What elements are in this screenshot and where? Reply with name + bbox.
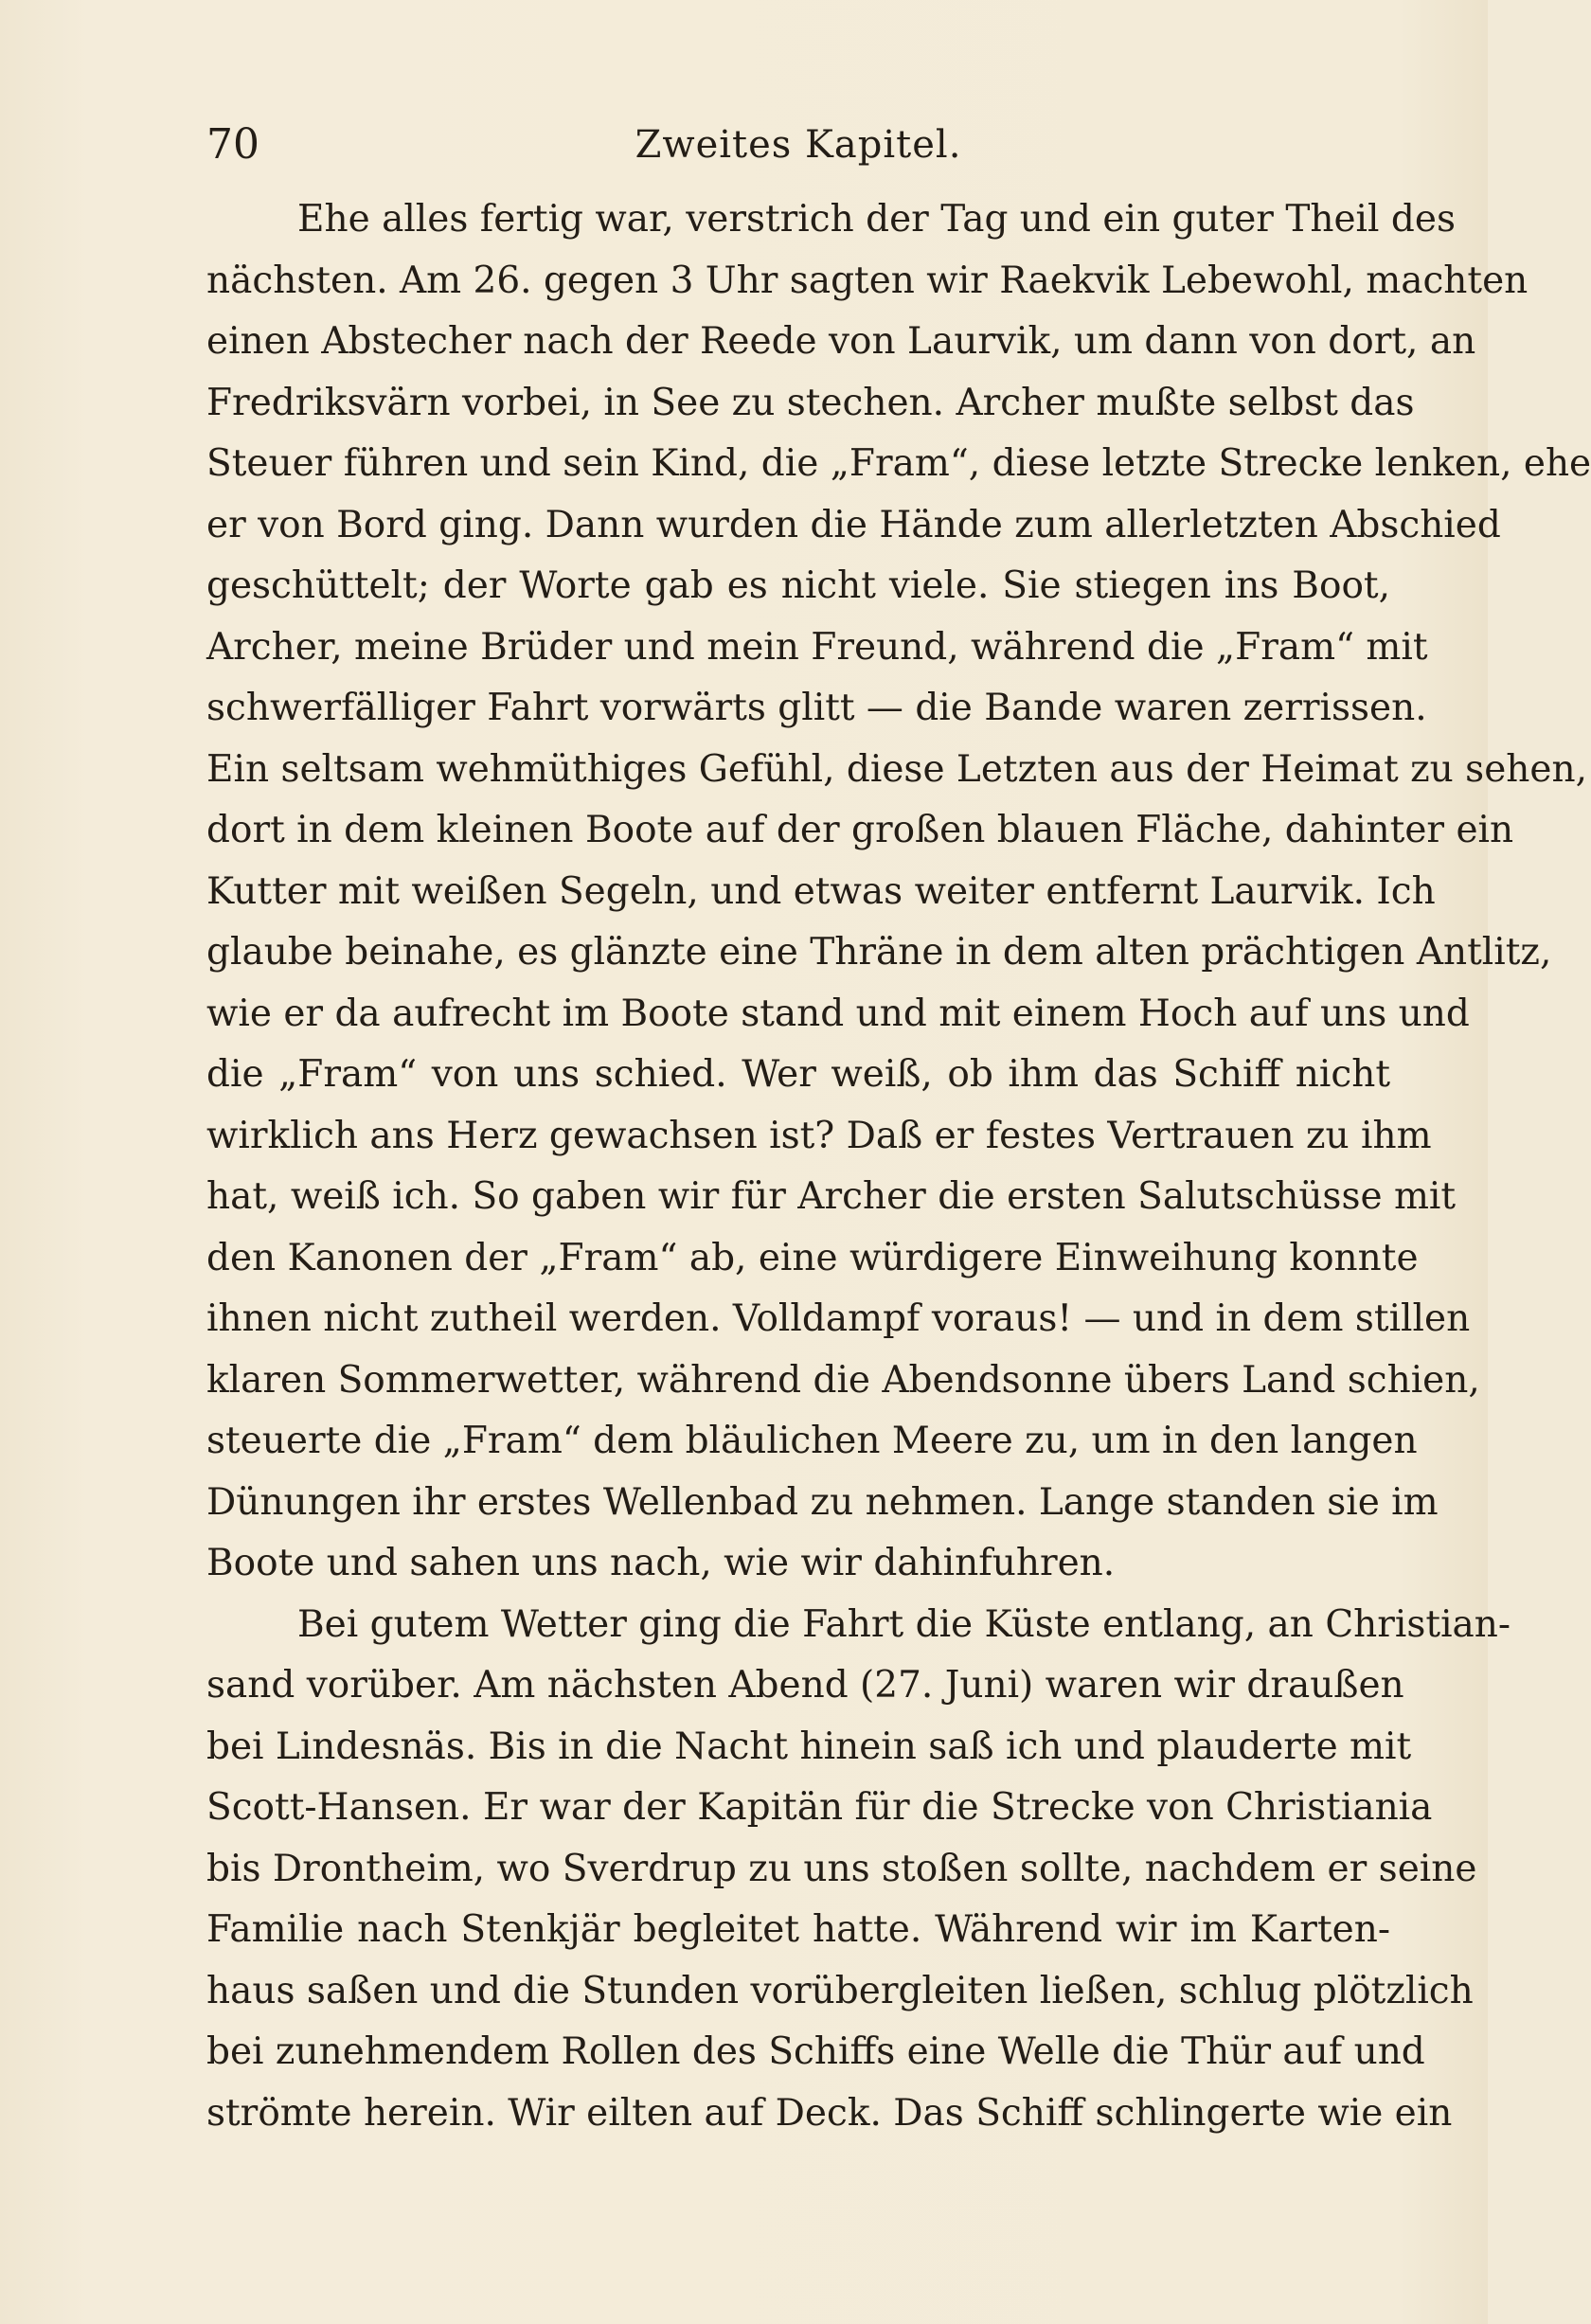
text-line: geschüttelt; der Worte gab es nicht viele. Sie stiegen ins Boot, bbox=[206, 564, 1390, 607]
text-line: Archer, meine Brüder und mein Freund, während die „Fram“ mit bbox=[206, 625, 1428, 669]
text-line: wie er da aufrecht im Boote stand und mit einem Hoch auf uns und bbox=[206, 992, 1470, 1035]
text-line: Bei gutem Wetter ging die Fahrt die Küste entlang, an Christian- bbox=[297, 1602, 1511, 1646]
text-line: Familie nach Stenkjär begleitet hatte. Während wir im Karten- bbox=[206, 1908, 1390, 1951]
text-line: strömte herein. Wir eilten auf Deck. Das Schiff schlingerte wie ein bbox=[206, 2091, 1453, 2135]
text-line: dort in dem kleinen Boote auf der großen blauen Fläche, dahinter ein bbox=[206, 809, 1514, 851]
text-line: Fredriksvärn vorbei, in See zu stechen. Archer mußte selbst das bbox=[206, 381, 1415, 424]
body-text bbox=[206, 189, 1591, 2144]
text-line: steuerte die „Fram“ dem bläulichen Meere zu, um in den langen bbox=[206, 1420, 1418, 1462]
text-line: bis Drontheim, wo Sverdrup zu uns stoßen sollte, nachdem er seine bbox=[206, 1847, 1477, 1890]
text-line: haus saßen und die Stunden vorübergleiten ließen, schlug plötzlich bbox=[206, 1969, 1474, 2012]
text-line: Boote und sahen uns nach, wie wir dahinfuhren. bbox=[206, 1542, 1116, 1584]
text-line: schwerfälliger Fahrt vorwärts glitt — die Bande waren zerrissen. bbox=[206, 687, 1427, 729]
text-line: Kutter mit weißen Segeln, und etwas weiter entfernt Laurvik. Ich bbox=[206, 869, 1436, 913]
paragraph-2 bbox=[206, 1595, 1511, 2145]
page-number: 70 bbox=[206, 120, 259, 169]
text-line: Steuer führen und sein Kind, die „Fram“, diese letzte Strecke lenken, ehe bbox=[206, 442, 1591, 485]
text-line: ihnen nicht zutheil werden. Volldampf voraus! — und in dem stillen bbox=[206, 1297, 1471, 1340]
text-line: die „Fram“ von uns schied. Wer weiß, ob ihm das Schiff nicht bbox=[206, 1053, 1390, 1096]
text-line: klaren Sommerwetter, während die Abendsonne übers Land schien, bbox=[206, 1358, 1480, 1402]
page-header bbox=[206, 112, 1390, 178]
text-line: er von Bord ging. Dann wurden die Hände zum allerletzten Abschied bbox=[206, 503, 1501, 546]
text-line: bei Lindesnäs. Bis in die Nacht hinein saß ich und plauderte mit bbox=[206, 1725, 1412, 1768]
text-line: nächsten. Am 26. gegen 3 Uhr sagten wir Raekvik Lebewohl, machten bbox=[206, 259, 1528, 302]
paragraph-1 bbox=[206, 189, 1591, 1595]
text-line: den Kanonen der „Fram“ ab, eine würdigere Einweihung konnte bbox=[206, 1236, 1419, 1279]
text-line: bei zunehmendem Rollen des Schiffs eine Welle die Thür auf und bbox=[206, 2030, 1425, 2073]
text-line: einen Abstecher nach der Reede von Laurvik, um dann von dort, an bbox=[206, 320, 1476, 363]
text-line: wirklich ans Herz gewachsen ist? Daß er festes Vertrauen zu ihm bbox=[206, 1114, 1432, 1157]
text-line: Ehe alles fertig war, verstrich der Tag und ein guter Theil des bbox=[297, 198, 1456, 241]
running-head: Zweites Kapitel. bbox=[635, 123, 962, 167]
text-line: Scott-Hansen. Er war der Kapitän für die Strecke von Christiania bbox=[206, 1786, 1433, 1829]
text-line: sand vorüber. Am nächsten Abend (27. Juni) waren wir draußen bbox=[206, 1664, 1404, 1707]
text-line: Dünungen ihr erstes Wellenbad zu nehmen. Lange standen sie im bbox=[206, 1480, 1439, 1524]
text-line: glaube beinahe, es glänzte eine Thräne in dem alten prächtigen Antlitz, bbox=[206, 931, 1552, 974]
text-line: Ein seltsam wehmüthiges Gefühl, diese Letzten aus der Heimat zu sehen, bbox=[206, 747, 1587, 791]
text-line: hat, weiß ich. So gaben wir für Archer die ersten Salutschüsse mit bbox=[206, 1175, 1457, 1218]
